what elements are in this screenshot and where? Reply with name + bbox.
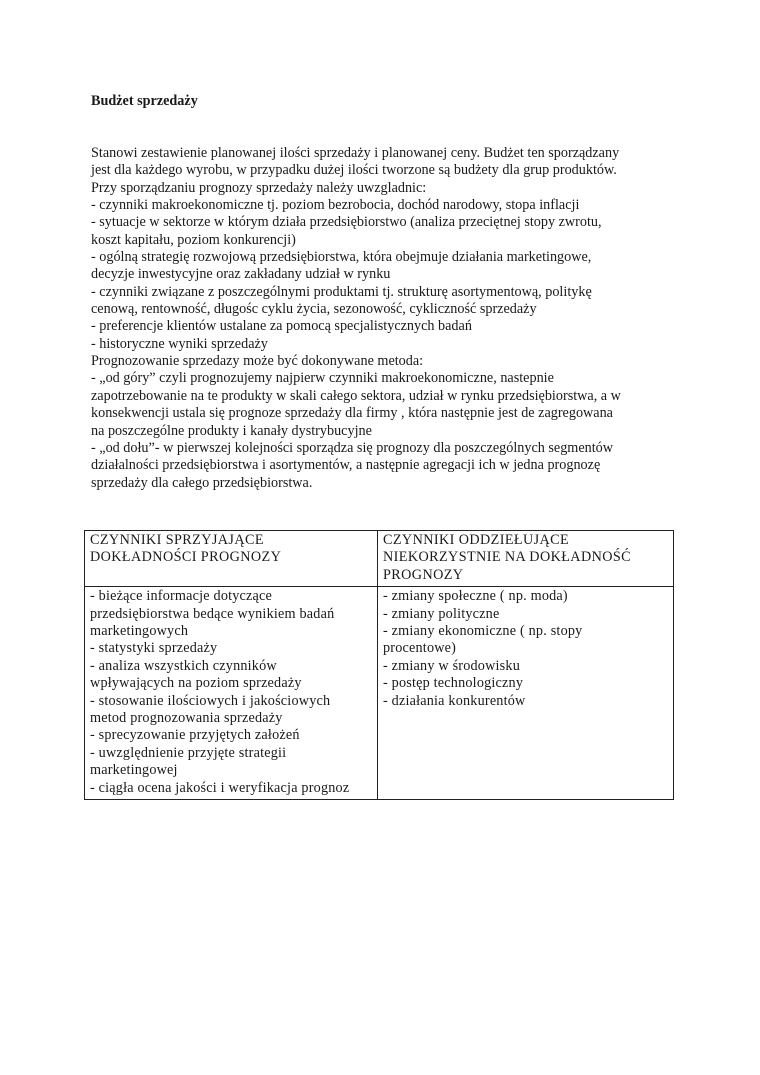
list-item: - działania konkurentów bbox=[383, 692, 526, 709]
text-line: - preferencje klientów ustalane za pomocą specjalistycznych badań bbox=[91, 318, 472, 335]
list-item: - ciągła ocena jakości i weryfikacja prognoz bbox=[90, 779, 350, 796]
unfavorable-factors-cell bbox=[378, 587, 674, 800]
text-line: Prognozowanie sprzedazy może być dokonywane metoda: bbox=[91, 353, 424, 370]
text-line: jest dla każdego wyrobu, w przypadku dużej ilości tworzone są budżety dla grup produktów. bbox=[91, 162, 617, 179]
text-line: sprzedaży dla całego przedsiębiorstwa. bbox=[91, 474, 313, 491]
list-item: marketingowych bbox=[90, 623, 189, 640]
list-item: przedsiębiorstwa bedące wynikiem badań bbox=[90, 605, 335, 622]
text-line: cenową, rentowność, długośc cyklu życia, sezonowość, cykliczność sprzedaży bbox=[91, 301, 537, 318]
text-line: - czynniki makroekonomiczne tj. poziom bezrobocia, dochód narodowy, stopa inflacji bbox=[91, 197, 580, 214]
text-line: - historyczne wyniki sprzedaży bbox=[91, 335, 268, 352]
list-item: - analiza wszystkich czynników bbox=[90, 657, 277, 674]
list-item: - zmiany w środowisku bbox=[383, 657, 520, 674]
text-line: działalności przedsiębiorstwa i asortymentów, a następnie agregacji ich w jedna prognozę bbox=[91, 457, 601, 474]
list-item: metod prognozowania sprzedaży bbox=[90, 710, 283, 727]
list-item: - zmiany ekonomiczne ( np. stopy bbox=[383, 623, 583, 640]
header-favorable-factors bbox=[85, 531, 378, 587]
text-line: decyzje inwestycyjne oraz zakładany udział w rynku bbox=[91, 266, 391, 283]
list-item: - sprecyzowanie przyjętych założeń bbox=[90, 727, 300, 744]
list-item: wpływających na poziom sprzedaży bbox=[90, 675, 302, 692]
list-item: - zmiany polityczne bbox=[383, 605, 500, 622]
factors-table bbox=[84, 530, 674, 800]
favorable-factors-cell bbox=[85, 587, 378, 800]
header-line: PROGNOZY bbox=[383, 566, 464, 583]
list-item: - bieżące informacje dotyczące bbox=[90, 588, 273, 605]
text-line: - czynniki związane z poszczególnymi produktami tj. strukturę asortymentową, politykę bbox=[91, 283, 592, 300]
list-item: - postęp technologiczny bbox=[383, 675, 524, 692]
text-line: koszt kapitału, poziom konkurencji) bbox=[91, 231, 296, 248]
list-item: marketingowej bbox=[90, 762, 178, 779]
header-line: CZYNNIKI SPRZYJAJĄCE bbox=[90, 532, 264, 548]
text-line: konsekwencji ustala się prognoze sprzedaży dla firmy , która następnie jest de zagregowana bbox=[91, 405, 613, 422]
text-line: - sytuacje w sektorze w którym działa przedsiębiorstwo (analiza przeciętnej stopy zwrotu, bbox=[91, 214, 602, 231]
text-line: zapotrzebowanie na te produkty w skali całego sektora, udział w rynku przedsiębiorstwa, a w bbox=[91, 387, 621, 404]
document-title: Budżet sprzedaży bbox=[91, 93, 198, 109]
text-line: - „od góry” czyli prognozujemy najpierw czynniki makroekonomiczne, nastepnie bbox=[91, 370, 554, 387]
text-line: Stanowi zestawienie planowanej ilości sprzedaży i planowanej ceny. Budżet ten sporządzany bbox=[91, 145, 620, 161]
header-line: CZYNNIKI ODDZIEŁUJĄCE bbox=[383, 532, 570, 548]
table-row bbox=[85, 587, 674, 800]
text-line: Przy sporządzaniu prognozy sprzedaży należy uwzgladnic: bbox=[91, 179, 427, 196]
body-text bbox=[91, 145, 691, 492]
list-item: - zmiany społeczne ( np. moda) bbox=[383, 588, 568, 605]
header-unfavorable-factors bbox=[378, 531, 674, 587]
list-item: procentowe) bbox=[383, 640, 457, 657]
header-line: NIEKORZYSTNIE NA DOKŁADNOŚĆ bbox=[383, 549, 632, 566]
header-line: DOKŁADNOŚCI PROGNOZY bbox=[90, 549, 282, 566]
list-item: - statystyki sprzedaży bbox=[90, 640, 218, 657]
list-item: - uwzględnienie przyjęte strategii bbox=[90, 744, 287, 761]
table-header-row bbox=[85, 531, 674, 587]
text-line: na poszczególne produkty i kanały dystrybucyjne bbox=[91, 422, 372, 439]
text-line: - „od dołu”- w pierwszej kolejności sporządza się prognozy dla poszczególnych segmentów bbox=[91, 439, 614, 456]
text-line: - ogólną strategię rozwojową przedsiębiorstwa, która obejmuje działania marketingowe, bbox=[91, 249, 592, 266]
list-item: - stosowanie ilościowych i jakościowych bbox=[90, 692, 331, 709]
